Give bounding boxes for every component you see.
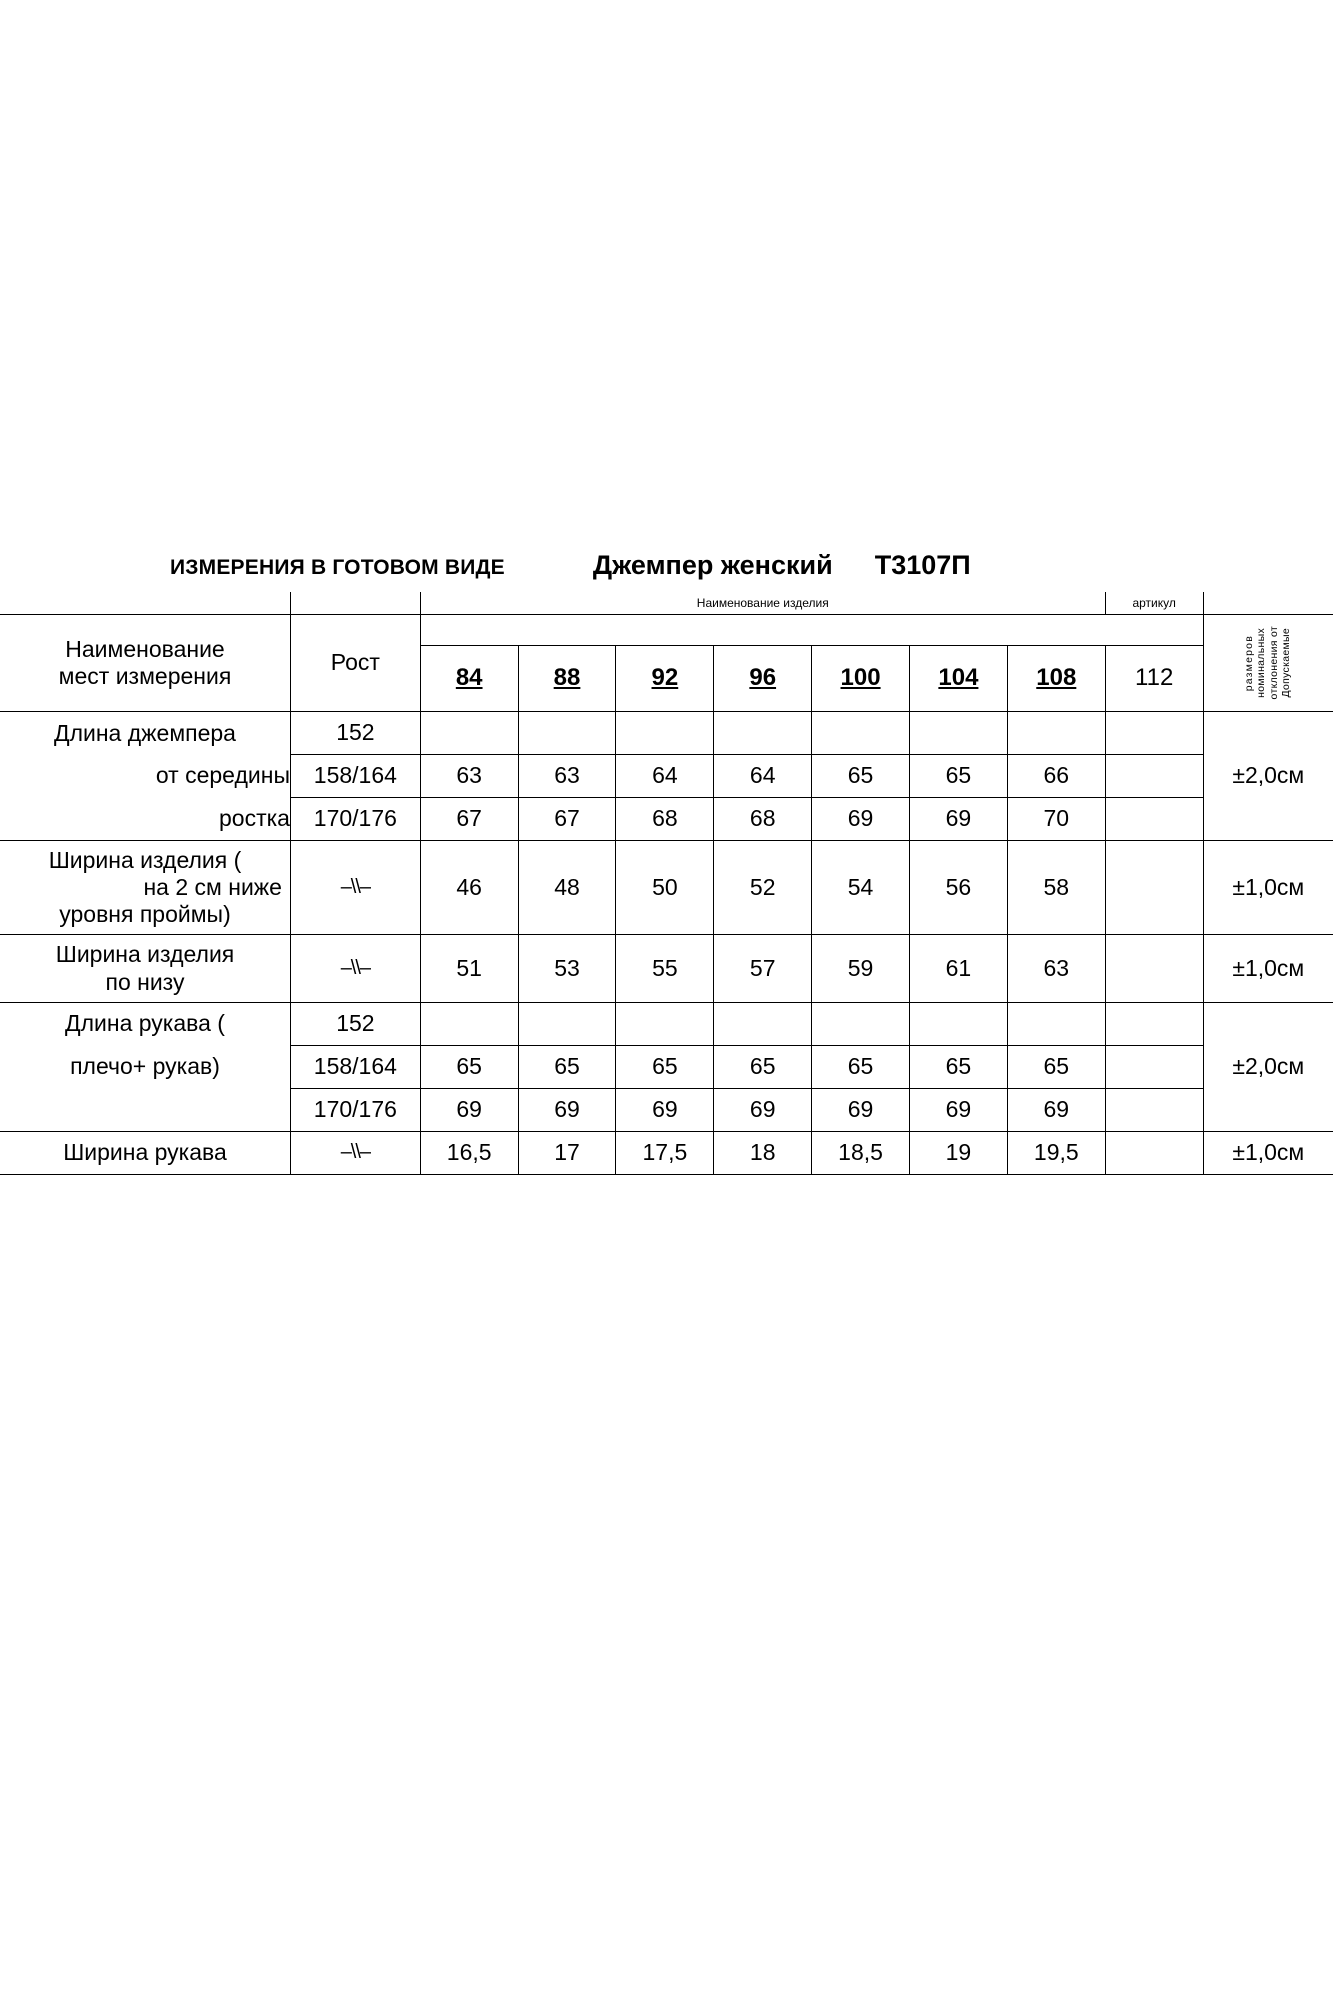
value-cell: 19,5 — [1007, 1131, 1105, 1174]
value-cell — [1105, 798, 1203, 841]
value-cell: 16,5 — [420, 1131, 518, 1174]
value-cell: 65 — [420, 1045, 518, 1088]
value-cell — [616, 712, 714, 755]
deviation-cell: ±2,0см — [1203, 1002, 1333, 1131]
measurements-table — [0, 592, 1333, 1175]
value-cell: 69 — [518, 1088, 616, 1131]
value-cell — [1105, 712, 1203, 755]
value-cell — [909, 1002, 1007, 1045]
size-header-112: 112 — [1105, 645, 1203, 711]
value-cell: 67 — [518, 798, 616, 841]
value-cell: 54 — [812, 841, 910, 935]
table-row — [0, 1088, 1333, 1131]
header-sizes-span — [420, 615, 1203, 646]
value-cell — [1105, 755, 1203, 798]
product-name-title: Джемпер женский — [592, 550, 833, 580]
deviation-cell: ±1,0см — [1203, 1131, 1333, 1174]
table-row — [0, 1002, 1333, 1045]
row-label-width-underarm — [0, 841, 290, 935]
value-cell: 52 — [714, 841, 812, 935]
value-cell — [1007, 712, 1105, 755]
value-cell: 50 — [616, 841, 714, 935]
row-label-line-1: Ширина изделия ( — [48, 847, 242, 873]
caption-blank-2 — [290, 592, 420, 615]
value-cell — [1105, 1002, 1203, 1045]
value-cell: 63 — [518, 755, 616, 798]
value-cell: 69 — [909, 1088, 1007, 1131]
size-header-84: 84 — [420, 645, 518, 711]
value-cell: 68 — [616, 798, 714, 841]
row-label-sleeve-width: Ширина рукава — [0, 1131, 290, 1174]
rost-cell-152: 152 — [290, 712, 420, 755]
value-cell — [616, 1002, 714, 1045]
value-cell — [420, 1002, 518, 1045]
value-cell: 66 — [1007, 755, 1105, 798]
value-cell — [420, 712, 518, 755]
row-label-length-jumper-l1: Длина джемпера — [0, 712, 290, 755]
value-cell: 19 — [909, 1131, 1007, 1174]
value-cell: 55 — [616, 935, 714, 1002]
value-cell — [1105, 1045, 1203, 1088]
value-cell: 18 — [714, 1131, 812, 1174]
value-cell — [518, 712, 616, 755]
value-cell: 53 — [518, 935, 616, 1002]
value-cell — [1105, 935, 1203, 1002]
row-label-line-2: по низу — [105, 968, 185, 995]
value-cell: 65 — [909, 755, 1007, 798]
caption-product-name: Наименование изделия — [420, 592, 1105, 615]
header-measurement-places — [0, 615, 290, 712]
table-caption-row — [0, 592, 1333, 615]
rost-cell-ditto: –\\– — [290, 1131, 420, 1174]
value-cell: 69 — [616, 1088, 714, 1131]
value-cell: 65 — [812, 755, 910, 798]
value-cell: 61 — [909, 935, 1007, 1002]
rost-cell-ditto: –\\– — [290, 841, 420, 935]
size-header-100: 100 — [812, 645, 910, 711]
value-cell: 63 — [420, 755, 518, 798]
caption-article: артикул — [1105, 592, 1203, 615]
row-label-length-jumper-l2: от середины — [0, 755, 290, 798]
value-cell: 68 — [714, 798, 812, 841]
row-label-sleeve-length-blank — [0, 1088, 290, 1131]
table-row — [0, 841, 1333, 935]
header-line-1: Наименование — [65, 635, 225, 662]
deviation-line-3: номинальных — [1255, 628, 1268, 698]
deviation-cell: ±1,0см — [1203, 935, 1333, 1002]
rost-cell-170-176: 170/176 — [290, 798, 420, 841]
rost-cell-152: 152 — [290, 1002, 420, 1045]
value-cell: 65 — [714, 1045, 812, 1088]
value-cell — [1105, 1088, 1203, 1131]
sheet-title-left: ИЗМЕРЕНИЯ В ГОТОВОМ ВИДЕ — [170, 556, 505, 579]
sheet-title-row — [0, 550, 1333, 592]
caption-blank-3 — [1203, 592, 1333, 615]
row-label-sleeve-length-l1: Длина рукава ( — [0, 1002, 290, 1045]
value-cell: 58 — [1007, 841, 1105, 935]
value-cell — [1105, 1131, 1203, 1174]
value-cell — [812, 712, 910, 755]
table-row — [0, 1131, 1333, 1174]
value-cell: 17 — [518, 1131, 616, 1174]
table-row — [0, 798, 1333, 841]
size-header-96: 96 — [714, 645, 812, 711]
header-line-2: мест измерения — [58, 663, 232, 689]
value-cell — [518, 1002, 616, 1045]
row-label-width-bottom — [0, 935, 290, 1002]
deviation-line-2: отклонения от — [1267, 626, 1280, 700]
value-cell: 65 — [812, 1045, 910, 1088]
value-cell — [714, 1002, 812, 1045]
size-header-108: 108 — [1007, 645, 1105, 711]
value-cell — [909, 712, 1007, 755]
value-cell: 64 — [616, 755, 714, 798]
value-cell: 56 — [909, 841, 1007, 935]
size-header-104: 104 — [909, 645, 1007, 711]
value-cell — [812, 1002, 910, 1045]
table-row — [0, 935, 1333, 1002]
value-cell — [1007, 1002, 1105, 1045]
article-code-title: Т3107П — [874, 550, 971, 580]
value-cell: 65 — [909, 1045, 1007, 1088]
row-label-line-3: уровня проймы) — [59, 901, 231, 928]
value-cell: 69 — [812, 798, 910, 841]
measurement-sheet — [0, 550, 1333, 1175]
row-label-line-1: Ширина изделия — [55, 941, 235, 968]
rost-cell-170-176: 170/176 — [290, 1088, 420, 1131]
value-cell — [714, 712, 812, 755]
value-cell: 65 — [518, 1045, 616, 1088]
table-row — [0, 755, 1333, 798]
value-cell: 69 — [714, 1088, 812, 1131]
row-label-line-2: на 2 см ниже — [143, 874, 282, 901]
value-cell: 69 — [812, 1088, 910, 1131]
size-header-88: 88 — [518, 645, 616, 711]
value-cell: 69 — [420, 1088, 518, 1131]
rost-cell-158-164: 158/164 — [290, 1045, 420, 1088]
table-row — [0, 1045, 1333, 1088]
header-rost: Рост — [290, 615, 420, 712]
value-cell: 67 — [420, 798, 518, 841]
value-cell — [1105, 841, 1203, 935]
table-row — [0, 712, 1333, 755]
rost-cell-ditto: –\\– — [290, 935, 420, 1002]
value-cell: 57 — [714, 935, 812, 1002]
value-cell: 69 — [1007, 1088, 1105, 1131]
value-cell: 65 — [616, 1045, 714, 1088]
value-cell: 59 — [812, 935, 910, 1002]
value-cell: 48 — [518, 841, 616, 935]
value-cell: 64 — [714, 755, 812, 798]
value-cell: 63 — [1007, 935, 1105, 1002]
rost-cell-158-164: 158/164 — [290, 755, 420, 798]
value-cell: 18,5 — [812, 1131, 910, 1174]
value-cell: 46 — [420, 841, 518, 935]
caption-blank-1 — [0, 592, 290, 615]
deviation-line-4: размеров — [1242, 634, 1255, 692]
header-deviation — [1203, 615, 1333, 712]
row-label-length-jumper-l3: ростка — [0, 798, 290, 841]
table-header-row — [0, 615, 1333, 646]
deviation-line-1: Допускаемые — [1280, 628, 1293, 698]
value-cell: 51 — [420, 935, 518, 1002]
value-cell: 17,5 — [616, 1131, 714, 1174]
deviation-vertical-labels — [1204, 615, 1333, 711]
row-label-sleeve-length-l2: плечо+ рукав) — [0, 1045, 290, 1088]
deviation-cell: ±1,0см — [1203, 841, 1333, 935]
value-cell: 70 — [1007, 798, 1105, 841]
size-header-92: 92 — [616, 645, 714, 711]
value-cell: 65 — [1007, 1045, 1105, 1088]
deviation-cell: ±2,0см — [1203, 712, 1333, 841]
value-cell: 69 — [909, 798, 1007, 841]
